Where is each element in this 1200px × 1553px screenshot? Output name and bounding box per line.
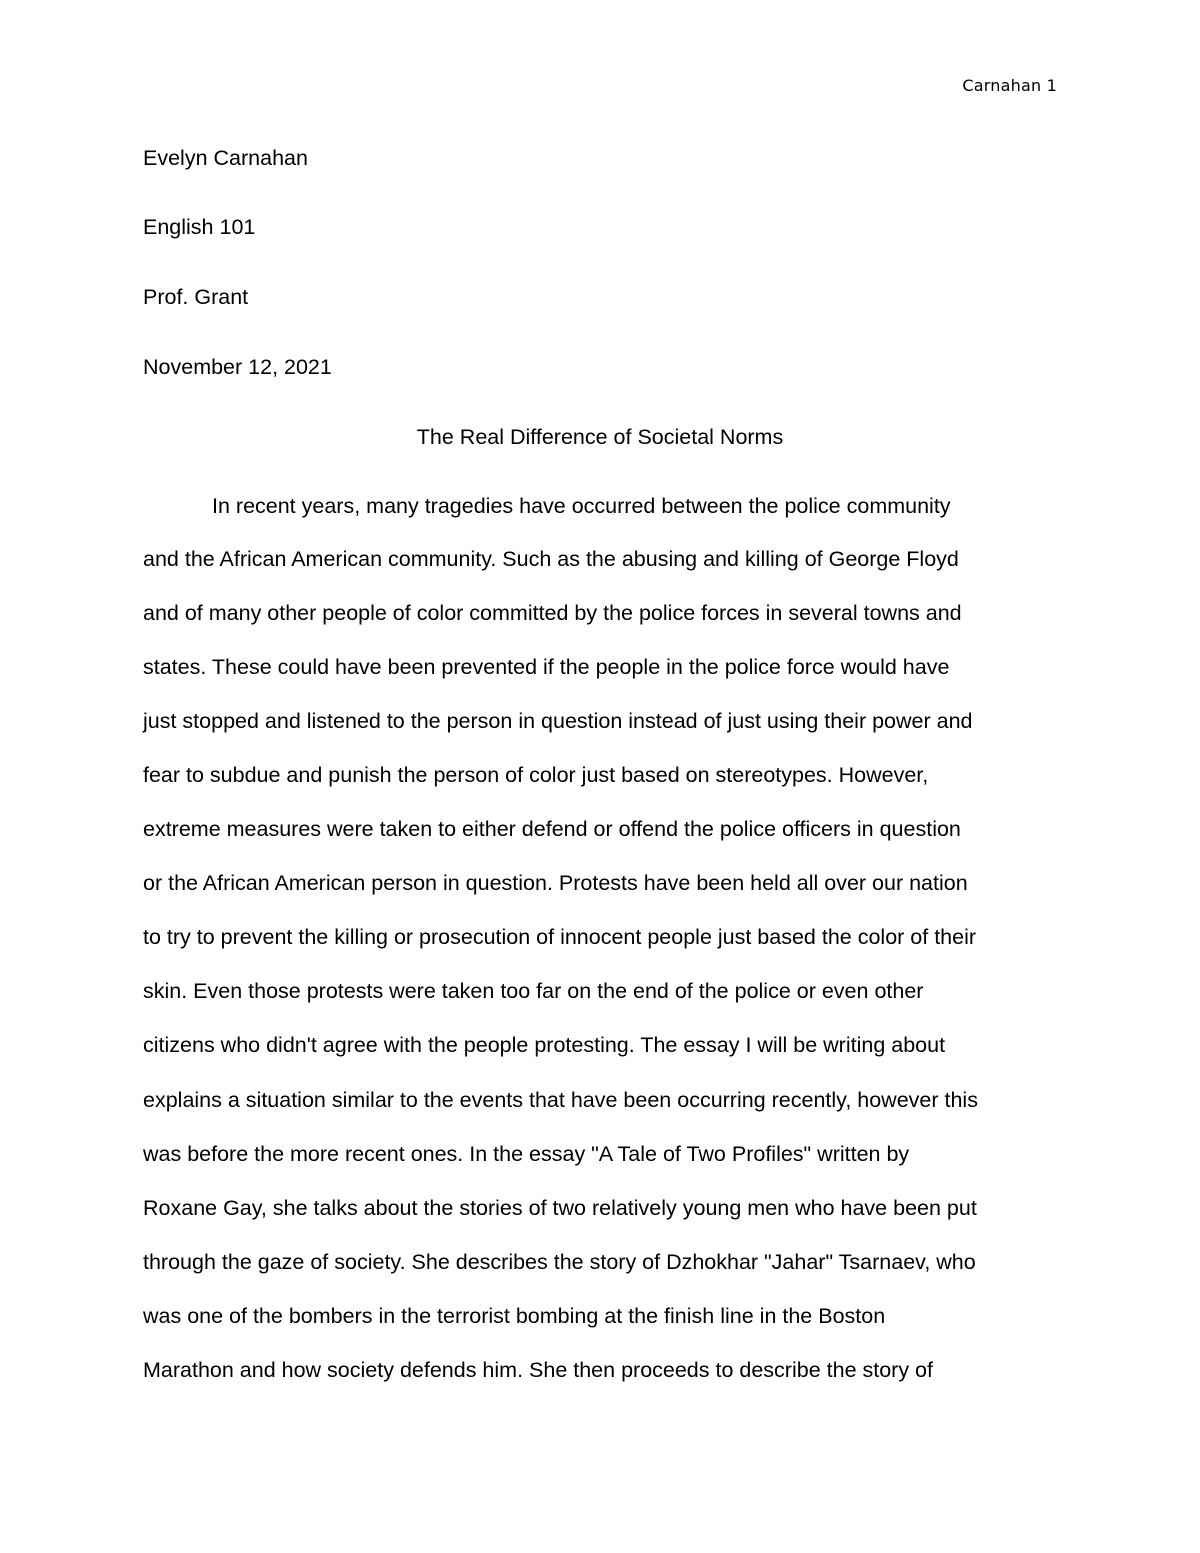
running-header: Carnahan 1 bbox=[962, 76, 1057, 95]
body-line: fear to subdue and punish the person of color just based on stereotypes. However, bbox=[143, 763, 929, 787]
body-line: and the African American community. Such as the abusing and killing of George Floyd bbox=[143, 547, 959, 571]
body-line: states. These could have been prevented if the people in the police force would have bbox=[143, 655, 950, 679]
body-line: just stopped and listened to the person in question instead of just using their power and bbox=[143, 709, 973, 733]
body-line: explains a situation similar to the events that have been occurring recently, however this bbox=[143, 1088, 978, 1112]
body-line: Roxane Gay, she talks about the stories of two relatively young men who have been put bbox=[143, 1196, 977, 1220]
body-line: extreme measures were taken to either defend or offend the police officers in question bbox=[143, 817, 961, 841]
author-name: Evelyn Carnahan bbox=[143, 146, 308, 170]
essay-title: The Real Difference of Societal Norms bbox=[416, 425, 784, 449]
body-line: was before the more recent ones. In the essay "A Tale of Two Profiles" written by bbox=[143, 1142, 910, 1166]
body-line: citizens who didn't agree with the people protesting. The essay I will be writing about bbox=[143, 1033, 946, 1057]
body-line: or the African American person in question. Protests have been held all over our nation bbox=[143, 871, 968, 895]
body-line: to try to prevent the killing or prosecution of innocent people just based the color of their bbox=[143, 925, 977, 949]
instructor-name: Prof. Grant bbox=[143, 285, 249, 309]
essay-date: November 12, 2021 bbox=[143, 355, 332, 379]
body-line: through the gaze of society. She describes the story of Dzhokhar "Jahar" Tsarnaev, who bbox=[143, 1250, 976, 1274]
body-line: was one of the bombers in the terrorist bombing at the finish line in the Boston bbox=[143, 1304, 886, 1328]
course-name: English 101 bbox=[143, 215, 256, 239]
body-line: and of many other people of color committed by the police forces in several towns and bbox=[143, 601, 962, 625]
body-line: In recent years, many tragedies have occurred between the police community bbox=[212, 494, 951, 518]
body-line: Marathon and how society defends him. She then proceeds to describe the story of bbox=[143, 1358, 933, 1382]
body-line: skin. Even those protests were taken too far on the end of the police or even other bbox=[143, 979, 924, 1003]
